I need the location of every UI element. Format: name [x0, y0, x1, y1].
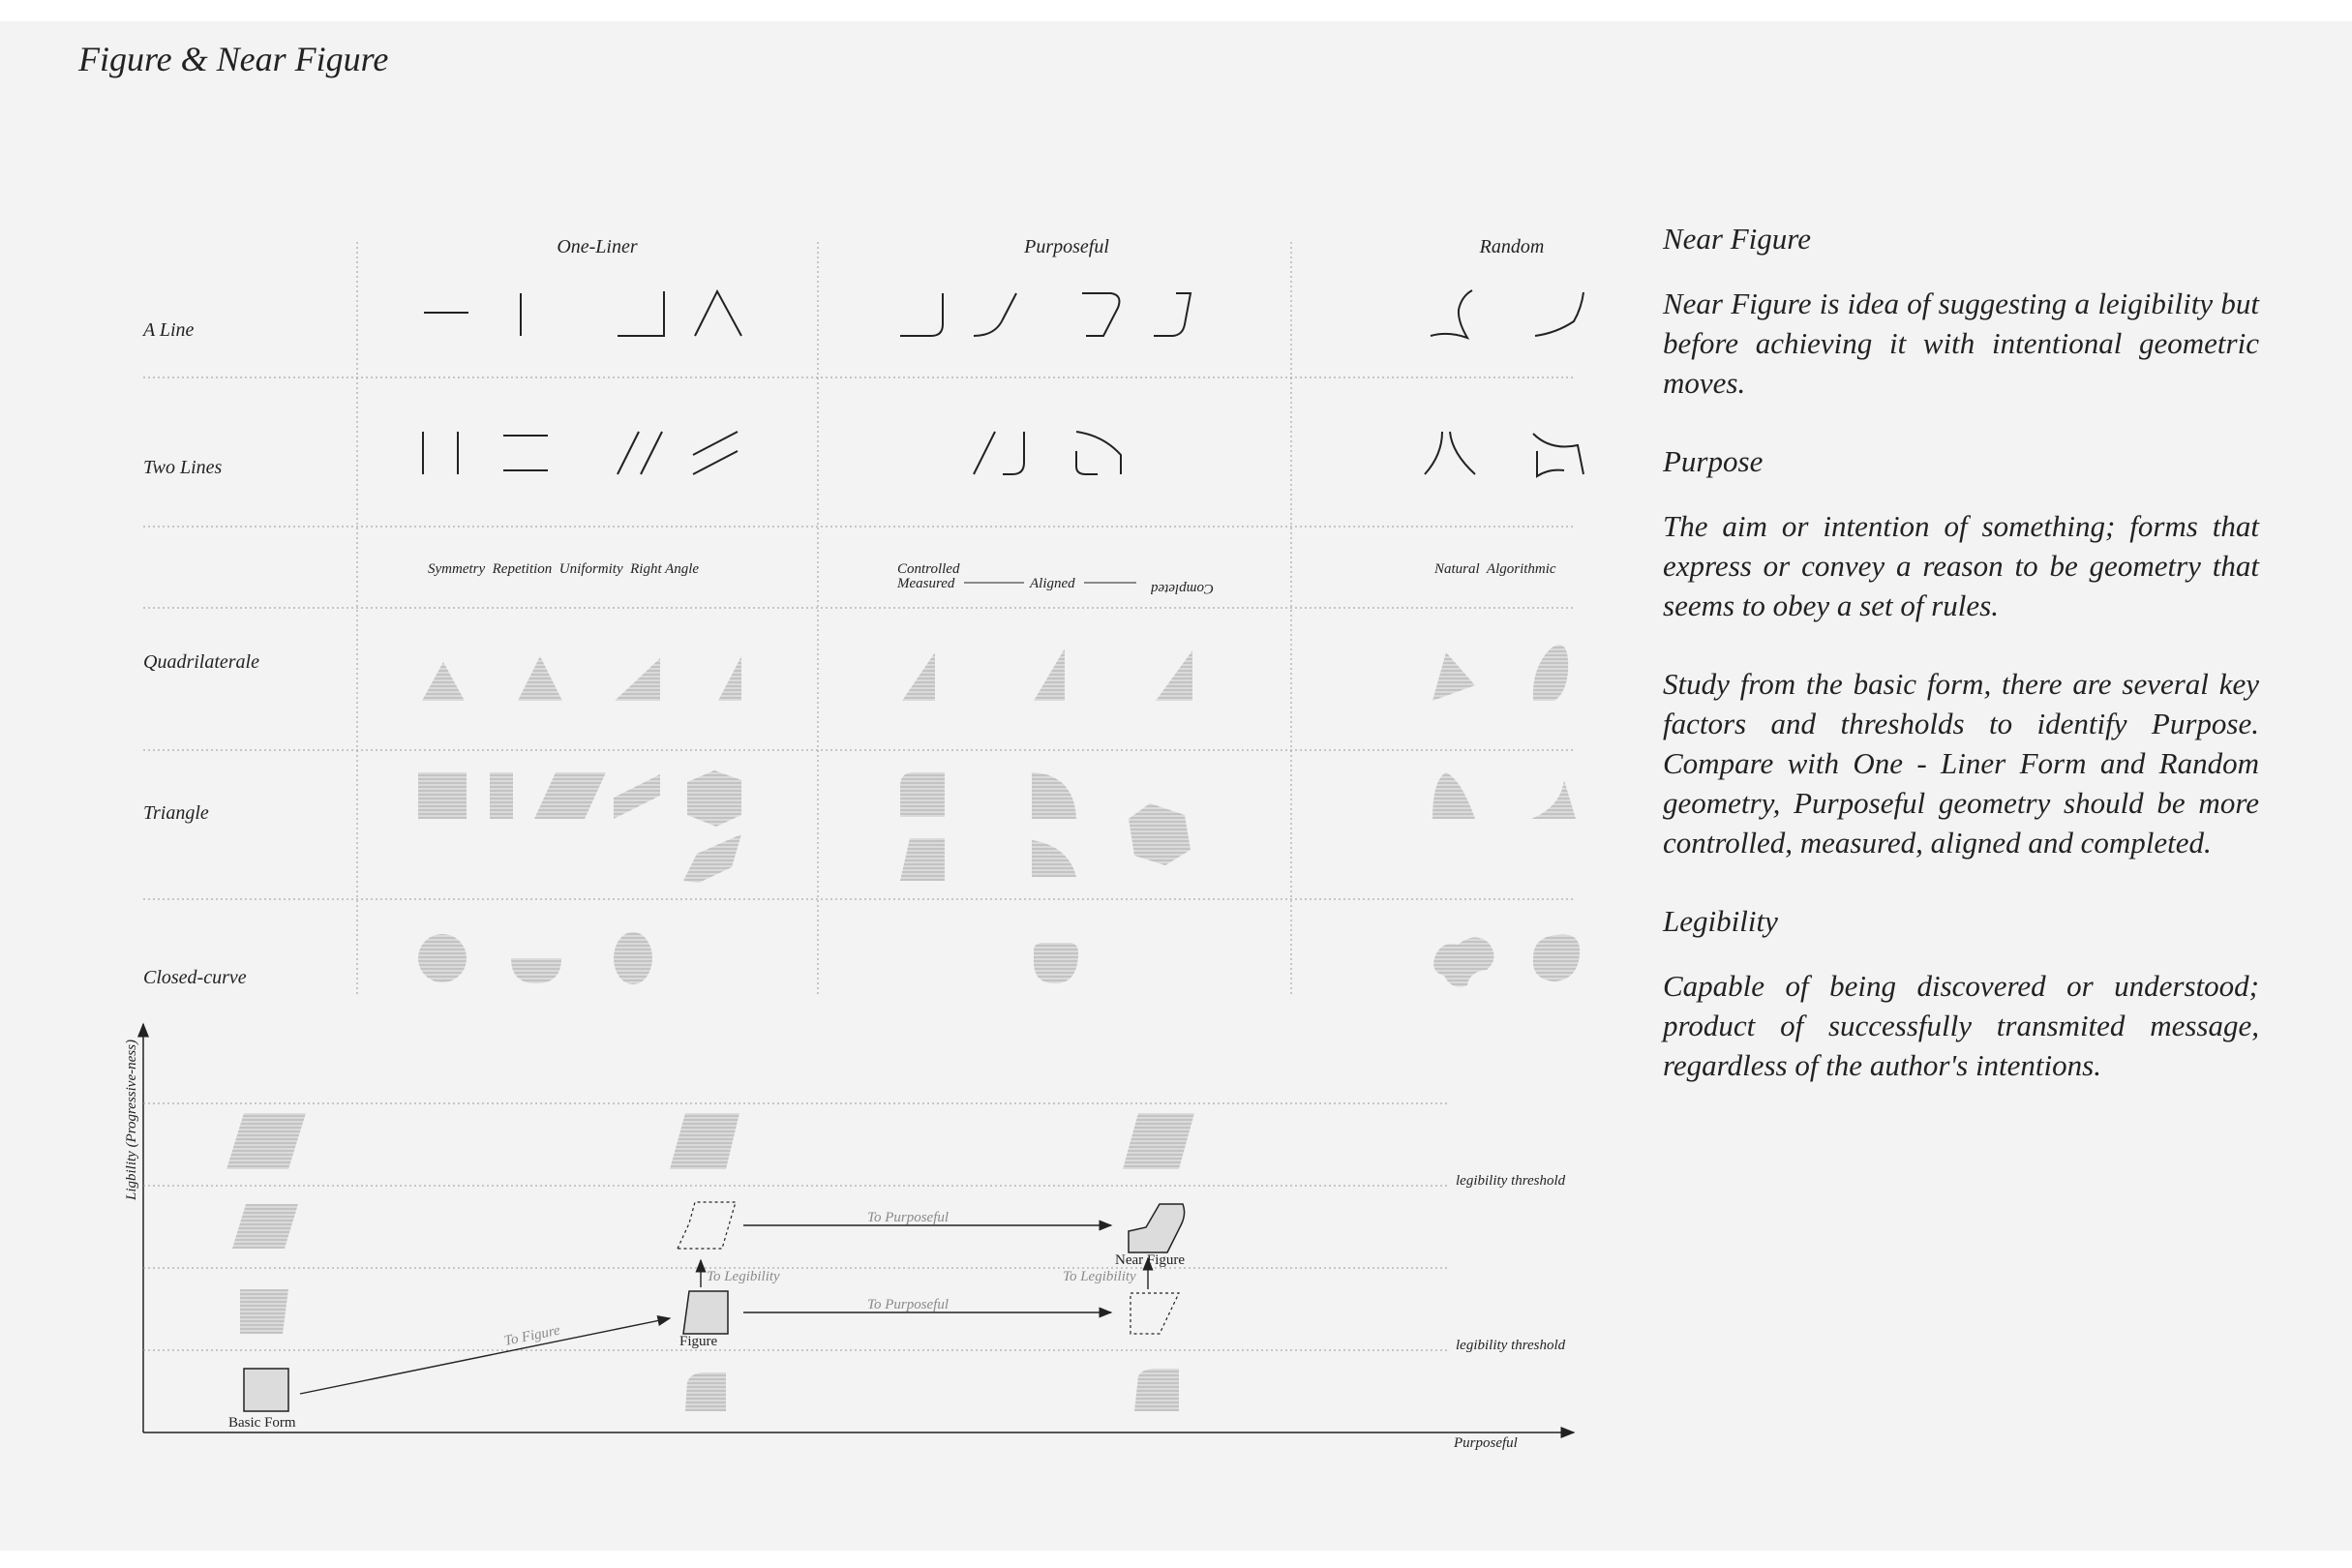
row-header-closed-curve: Closed-curve	[143, 967, 247, 988]
arrow-label-to-purposeful-lower: To Purposeful	[867, 1297, 950, 1312]
tri-shape	[1032, 840, 1076, 877]
body-purpose: The aim or intention of something; forms that express or convey a reason to be geometry that seems to obey a set of rules.	[1663, 509, 2259, 622]
two-lines-purposeful-slash	[974, 432, 995, 474]
curve-circle	[418, 934, 467, 982]
chart-form	[232, 1204, 298, 1249]
chart-form	[670, 1113, 739, 1169]
two-lines-random-c	[1533, 434, 1583, 474]
tri-shape	[1032, 772, 1076, 819]
criteria-controlled: Controlled	[897, 561, 960, 577]
tri-shape	[614, 774, 660, 819]
near-figure-node	[1129, 1204, 1185, 1252]
criteria-measured: Measured	[897, 576, 955, 591]
heading-near-figure: Near Figure	[1663, 222, 1811, 256]
tri-shape	[900, 772, 945, 817]
line-bracket	[1082, 293, 1119, 336]
row-closed-curve-shapes	[418, 932, 1580, 987]
two-lines-slash	[693, 451, 738, 474]
criteria-random: Natural Algorithmic	[1434, 561, 1556, 577]
row-header-a-line: A Line	[143, 319, 195, 341]
page-title: Figure & Near Figure	[78, 40, 389, 78]
quad-shape	[1533, 645, 1568, 701]
chart-levels	[143, 1103, 1448, 1350]
two-lines-diagonal	[641, 432, 662, 474]
row-quadrilaterale-shapes	[422, 645, 1568, 701]
line-peak	[695, 291, 741, 336]
line-hook	[1154, 293, 1191, 336]
chart-form	[685, 1372, 726, 1411]
row-header-triangle: Triangle	[143, 802, 209, 824]
legibility-threshold-lower: legibility threshold	[1456, 1338, 1566, 1353]
purposeful-ghost	[1131, 1293, 1179, 1334]
criteria-one-liner: Symmetry Repetition Uniformity Right Angle	[428, 561, 700, 577]
row-header-two-lines: Two Lines	[143, 457, 223, 478]
tri-shape	[900, 838, 945, 881]
line-curved-corner	[900, 293, 943, 336]
body-legibility: Capable of being discovered or understood; product of successfully transmited message, regardless of the author's intentions.	[1663, 969, 2259, 1082]
chart-form	[226, 1113, 306, 1169]
arrow-label-to-purposeful-upper: To Purposeful	[867, 1210, 950, 1225]
two-lines-diagonal	[618, 432, 639, 474]
heading-legibility: Legibility	[1663, 904, 1778, 938]
arrow-label-to-legibility-figure: To Legibility	[707, 1269, 780, 1284]
quad-shape	[1034, 648, 1065, 701]
legibility-threshold-upper: legibility threshold	[1456, 1173, 1566, 1189]
chart-form	[1123, 1113, 1194, 1169]
chart-form	[240, 1289, 288, 1334]
heading-purpose: Purpose	[1663, 444, 1764, 478]
row-headers	[141, 319, 259, 988]
basic-form-node	[244, 1369, 288, 1411]
criteria-completed-flipped: Completed	[1151, 581, 1214, 596]
body-study: Study from the basic form, there are several key factors and thresholds to identify Purpose. Compare with One - Liner Form and Random geometry, Purposeful geometry should be more controlled, measured, aligned and completed.	[1663, 667, 2259, 859]
tri-shape	[534, 772, 606, 819]
quad-shape	[902, 652, 935, 701]
two-lines-purposeful-arch	[1076, 432, 1121, 474]
two-lines-slash	[693, 432, 738, 455]
curve-rounded	[1034, 943, 1078, 983]
quad-shape	[1156, 650, 1192, 701]
line-curved-slash	[974, 293, 1016, 336]
matrix-grid	[143, 242, 1576, 995]
tri-shape	[1432, 772, 1475, 819]
chart-form	[1134, 1369, 1179, 1411]
tri-shape	[687, 770, 741, 827]
tri-shape	[490, 772, 513, 819]
chart-axes	[143, 1024, 1574, 1432]
row-header-quadrilaterale: Quadrilaterale	[143, 651, 259, 673]
line-random-arc	[1535, 292, 1583, 336]
y-axis-label: Ligbility (Progressive-ness)	[124, 1040, 139, 1200]
arrow-to-figure	[300, 1318, 670, 1394]
two-lines-purposeful-hook2	[1076, 451, 1098, 474]
tri-shape	[1129, 803, 1191, 865]
column-header-purposeful: Purposeful	[1024, 236, 1109, 257]
column-header-one-liner: One-Liner	[557, 236, 638, 257]
row-a-line-shapes	[424, 290, 1583, 338]
legibility-chart	[124, 1024, 1574, 1451]
arrow-label-to-legibility-near: To Legibility	[1063, 1269, 1136, 1284]
tri-shape	[683, 834, 741, 883]
column-header-random: Random	[1479, 236, 1545, 257]
body-near-figure: Near Figure is idea of suggesting a leigibility but before achieving it with intentional geometric moves.	[1663, 286, 2259, 400]
quad-shape	[1432, 652, 1475, 701]
line-random-curve	[1431, 290, 1472, 338]
chart-hatched-forms	[226, 1113, 1194, 1411]
row-triangle-shapes	[418, 770, 1576, 883]
curve-blob	[1433, 937, 1493, 986]
line-right-angle	[618, 291, 664, 336]
figure-label: Figure	[679, 1334, 718, 1349]
near-figure-label: Near Figure	[1115, 1252, 1186, 1268]
quad-shape	[422, 662, 465, 701]
criteria-aligned: Aligned	[1030, 576, 1075, 591]
two-lines-random-a	[1425, 432, 1442, 474]
curve-semicircle	[511, 958, 561, 983]
sidebar-text	[1663, 219, 2259, 1124]
row-two-lines-shapes	[423, 432, 1583, 476]
arrow-label-to-figure: To Figure	[502, 1322, 562, 1349]
tri-shape	[418, 772, 467, 819]
two-lines-random-b	[1450, 432, 1475, 474]
x-axis-label: Purposeful	[1454, 1435, 1518, 1451]
basic-form-label: Basic Form	[228, 1415, 296, 1431]
two-lines-purposeful-hook	[1003, 432, 1024, 474]
tri-shape	[1531, 780, 1576, 819]
quad-shape	[718, 656, 741, 701]
figure-legible-ghost	[678, 1202, 736, 1249]
column-headers	[557, 236, 1544, 257]
criteria-row	[428, 561, 1556, 596]
curve-blob	[1533, 934, 1580, 981]
quad-shape	[615, 658, 660, 701]
curve-ellipse	[614, 932, 652, 984]
quad-shape	[518, 656, 562, 701]
two-lines-random-d	[1537, 451, 1564, 476]
figure-node	[683, 1291, 728, 1334]
